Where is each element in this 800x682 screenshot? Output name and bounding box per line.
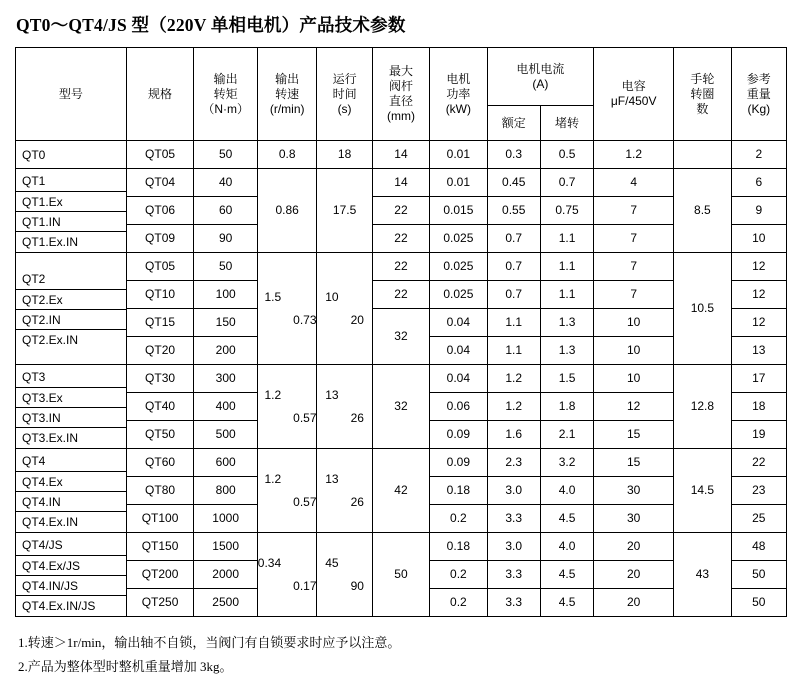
runtime-max: 20 xyxy=(350,312,364,327)
table-body xyxy=(16,141,787,617)
model-name: QT2.Ex xyxy=(16,289,126,309)
current-rated-value: 3.3 xyxy=(487,505,540,533)
capacitor-value: 10 xyxy=(594,337,674,365)
model-name: QT3 xyxy=(22,369,46,384)
motor-power-value: 0.04 xyxy=(430,309,487,337)
torque-value: 150 xyxy=(194,309,258,337)
current-stall-value: 0.7 xyxy=(540,169,593,197)
motor-power-value: 0.025 xyxy=(430,253,487,281)
current-rated-value: 1.6 xyxy=(487,421,540,449)
model-name: QT3.Ex.IN xyxy=(16,427,126,447)
weight-value: 12 xyxy=(731,309,786,337)
torque-value: 800 xyxy=(194,477,258,505)
handwheel-turns-value xyxy=(674,141,731,169)
spec-value: QT05 xyxy=(126,141,194,169)
spec-value: QT200 xyxy=(126,561,194,589)
speed-value: 0.8 xyxy=(257,141,316,169)
spec-value: QT20 xyxy=(126,337,194,365)
current-stall-value: 0.5 xyxy=(540,141,593,169)
current-rated-value: 0.7 xyxy=(487,281,540,309)
motor-power-value: 0.01 xyxy=(430,141,487,169)
model-name: QT4.IN xyxy=(16,491,126,511)
weight-value: 18 xyxy=(731,393,786,421)
weight-value: 23 xyxy=(731,477,786,505)
model-name: QT4.Ex/JS xyxy=(16,555,126,575)
header-stem-diameter: 最大 阀杆 直径 (mm) xyxy=(372,48,429,141)
note-1: 1.转速＞1r/min，输出轴不自锁，当阀门有自锁要求时应予以注意。 xyxy=(18,635,401,650)
current-rated-value: 1.1 xyxy=(487,337,540,365)
weight-value: 13 xyxy=(731,337,786,365)
runtime-value: 17.5 xyxy=(317,169,372,253)
current-rated-value: 0.3 xyxy=(487,141,540,169)
runtime-value xyxy=(317,253,372,365)
motor-power-value: 0.025 xyxy=(430,225,487,253)
stem-diameter-value: 14 xyxy=(372,169,429,197)
stem-diameter-value: 32 xyxy=(372,365,429,449)
stem-diameter-value: 50 xyxy=(372,533,429,617)
speed-value xyxy=(257,365,316,449)
handwheel-turns-value: 14.5 xyxy=(674,449,731,533)
page-title: QT0～QT4/JS 型（220V 单相电机）产品技术参数 xyxy=(16,15,406,35)
motor-power-value: 0.015 xyxy=(430,197,487,225)
weight-value: 12 xyxy=(731,281,786,309)
current-stall-value: 2.1 xyxy=(540,421,593,449)
capacitor-value: 30 xyxy=(594,477,674,505)
speed-max: 1.5 xyxy=(264,289,282,304)
current-rated-value: 1.1 xyxy=(487,309,540,337)
weight-value: 2 xyxy=(731,141,786,169)
current-rated-value: 0.7 xyxy=(487,225,540,253)
torque-value: 1000 xyxy=(194,505,258,533)
header-motor-current-group: 电机电流 (A) xyxy=(487,48,594,106)
capacitor-value: 15 xyxy=(594,421,674,449)
current-stall-value: 4.5 xyxy=(540,561,593,589)
capacitor-value: 20 xyxy=(594,589,674,617)
capacitor-value: 10 xyxy=(594,309,674,337)
spec-value: QT250 xyxy=(126,589,194,617)
speed-max: 0.34 xyxy=(257,555,282,570)
spec-value: QT10 xyxy=(126,281,194,309)
header-current-rated: 额定 xyxy=(487,106,540,141)
model-cell xyxy=(16,449,127,533)
capacitor-value: 7 xyxy=(594,253,674,281)
table-row xyxy=(16,365,787,393)
specifications-table xyxy=(15,47,787,617)
motor-power-value: 0.2 xyxy=(430,561,487,589)
torque-value: 200 xyxy=(194,337,258,365)
speed-value: 0.86 xyxy=(257,169,316,253)
capacitor-value: 12 xyxy=(594,393,674,421)
speed-min: 0.57 xyxy=(293,410,317,425)
capacitor-value: 7 xyxy=(594,225,674,253)
runtime-min: 13 xyxy=(325,387,339,402)
current-rated-value: 1.2 xyxy=(487,393,540,421)
current-stall-value: 4.5 xyxy=(540,505,593,533)
capacitor-value: 1.2 xyxy=(594,141,674,169)
capacitor-value: 15 xyxy=(594,449,674,477)
current-rated-value: 0.45 xyxy=(487,169,540,197)
spec-value: QT80 xyxy=(126,477,194,505)
header-motor-power: 电机 功率 (kW) xyxy=(430,48,487,141)
torque-value: 500 xyxy=(194,421,258,449)
spec-value: QT05 xyxy=(126,253,194,281)
model-name: QT2.IN xyxy=(16,309,126,329)
motor-power-value: 0.06 xyxy=(430,393,487,421)
capacitor-value: 7 xyxy=(594,281,674,309)
current-stall-value: 0.75 xyxy=(540,197,593,225)
header-capacitor: 电容 μF/450V xyxy=(594,48,674,141)
spec-value: QT04 xyxy=(126,169,194,197)
stem-diameter-value: 14 xyxy=(372,141,429,169)
current-rated-value: 0.55 xyxy=(487,197,540,225)
current-rated-value: 1.2 xyxy=(487,365,540,393)
model-name: QT3.IN xyxy=(16,407,126,427)
motor-power-value: 0.2 xyxy=(430,505,487,533)
weight-value: 50 xyxy=(731,589,786,617)
model-name: QT1.Ex xyxy=(16,191,126,211)
torque-value: 2000 xyxy=(194,561,258,589)
header-output-speed: 输出 转速 (r/min) xyxy=(257,48,316,141)
model-name: QT4 xyxy=(22,453,46,468)
notes-block xyxy=(18,631,786,679)
motor-power-value: 0.04 xyxy=(430,365,487,393)
runtime-max: 90 xyxy=(350,578,364,593)
runtime-max: 26 xyxy=(350,494,364,509)
spec-value: QT15 xyxy=(126,309,194,337)
stem-diameter-value: 22 xyxy=(372,225,429,253)
stem-diameter-value: 22 xyxy=(372,253,429,281)
model-cell xyxy=(16,533,127,617)
stem-diameter-value: 32 xyxy=(372,309,429,365)
current-stall-value: 3.2 xyxy=(540,449,593,477)
current-stall-value: 1.5 xyxy=(540,365,593,393)
model-cell xyxy=(16,169,127,253)
runtime-min: 10 xyxy=(325,289,339,304)
header-output-torque: 输出 转矩 （N·m） xyxy=(194,48,258,141)
torque-value: 1500 xyxy=(194,533,258,561)
torque-value: 100 xyxy=(194,281,258,309)
motor-power-value: 0.04 xyxy=(430,337,487,365)
header-current-stall: 堵转 xyxy=(540,106,593,141)
table-row xyxy=(16,141,787,169)
spec-value: QT06 xyxy=(126,197,194,225)
spec-value: QT40 xyxy=(126,393,194,421)
model-cell xyxy=(16,365,127,449)
table-row xyxy=(16,281,787,309)
weight-value: 19 xyxy=(731,421,786,449)
stem-diameter-value: 42 xyxy=(372,449,429,533)
handwheel-turns-value: 8.5 xyxy=(674,169,731,253)
motor-power-value: 0.01 xyxy=(430,169,487,197)
handwheel-turns-value: 43 xyxy=(674,533,731,617)
runtime-max: 26 xyxy=(350,410,364,425)
current-stall-value: 1.1 xyxy=(540,281,593,309)
weight-value: 50 xyxy=(731,561,786,589)
header-weight: 参考 重量 (Kg) xyxy=(731,48,786,141)
capacitor-value: 20 xyxy=(594,533,674,561)
model-name: QT1.IN xyxy=(16,211,126,231)
model-name: QT2 xyxy=(22,271,46,286)
current-stall-value: 1.1 xyxy=(540,253,593,281)
handwheel-turns-value: 12.8 xyxy=(674,365,731,449)
runtime-min: 45 xyxy=(325,555,339,570)
motor-power-value: 0.18 xyxy=(430,533,487,561)
capacitor-value: 4 xyxy=(594,169,674,197)
weight-value: 9 xyxy=(731,197,786,225)
current-stall-value: 1.1 xyxy=(540,225,593,253)
speed-max: 1.2 xyxy=(264,471,282,486)
model-name: QT1.Ex.IN xyxy=(16,231,126,251)
stem-diameter-value: 22 xyxy=(372,281,429,309)
runtime-value xyxy=(317,533,372,617)
torque-value: 400 xyxy=(194,393,258,421)
torque-value: 300 xyxy=(194,365,258,393)
speed-min: 0.17 xyxy=(293,578,317,593)
capacitor-value: 7 xyxy=(594,197,674,225)
weight-value: 22 xyxy=(731,449,786,477)
model-name: QT2.Ex.IN xyxy=(16,329,126,349)
motor-power-value: 0.2 xyxy=(430,589,487,617)
current-stall-value: 4.5 xyxy=(540,589,593,617)
spec-value: QT50 xyxy=(126,421,194,449)
table-row xyxy=(16,169,787,197)
spec-value: QT30 xyxy=(126,365,194,393)
model-cell xyxy=(16,253,127,365)
table-row xyxy=(16,225,787,253)
runtime-min: 13 xyxy=(325,471,339,486)
torque-value: 90 xyxy=(194,225,258,253)
current-stall-value: 1.3 xyxy=(540,309,593,337)
current-rated-value: 3.0 xyxy=(487,477,540,505)
model-name: QT4.Ex.IN/JS xyxy=(16,595,126,615)
weight-value: 17 xyxy=(731,365,786,393)
torque-value: 600 xyxy=(194,449,258,477)
current-rated-value: 3.3 xyxy=(487,561,540,589)
motor-power-value: 0.025 xyxy=(430,281,487,309)
speed-min: 0.73 xyxy=(293,312,317,327)
capacitor-value: 10 xyxy=(594,365,674,393)
capacitor-value: 20 xyxy=(594,561,674,589)
motor-power-value: 0.09 xyxy=(430,449,487,477)
spec-value: QT150 xyxy=(126,533,194,561)
header-model: 型号 xyxy=(16,48,127,141)
table-row xyxy=(16,533,787,561)
note-2: 2.产品为整体型时整机重量增加 3kg。 xyxy=(18,659,233,675)
model-cell xyxy=(16,141,127,169)
weight-value: 10 xyxy=(731,225,786,253)
model-name: QT4.Ex.IN xyxy=(16,511,126,531)
torque-value: 60 xyxy=(194,197,258,225)
current-stall-value: 4.0 xyxy=(540,477,593,505)
header-spec: 规格 xyxy=(126,48,194,141)
spec-value: QT100 xyxy=(126,505,194,533)
spec-value: QT60 xyxy=(126,449,194,477)
torque-value: 2500 xyxy=(194,589,258,617)
current-stall-value: 1.8 xyxy=(540,393,593,421)
handwheel-turns-value: 10.5 xyxy=(674,253,731,365)
table-row xyxy=(16,309,787,337)
table-row xyxy=(16,449,787,477)
spec-value: QT09 xyxy=(126,225,194,253)
motor-power-value: 0.09 xyxy=(430,421,487,449)
torque-value: 50 xyxy=(194,253,258,281)
runtime-value: 18 xyxy=(317,141,372,169)
table-row xyxy=(16,197,787,225)
current-rated-value: 3.0 xyxy=(487,533,540,561)
model-name: QT3.Ex xyxy=(16,387,126,407)
model-name: QT4/JS xyxy=(22,537,63,552)
speed-min: 0.57 xyxy=(293,494,317,509)
runtime-value xyxy=(317,449,372,533)
model-name: QT0 xyxy=(22,147,46,162)
header-runtime: 运行 时间 (s) xyxy=(317,48,372,141)
weight-value: 25 xyxy=(731,505,786,533)
speed-value xyxy=(257,253,316,365)
weight-value: 12 xyxy=(731,253,786,281)
model-name: QT4.Ex xyxy=(16,471,126,491)
current-stall-value: 1.3 xyxy=(540,337,593,365)
speed-value xyxy=(257,449,316,533)
speed-max: 1.2 xyxy=(264,387,282,402)
capacitor-value: 30 xyxy=(594,505,674,533)
torque-value: 50 xyxy=(194,141,258,169)
current-rated-value: 3.3 xyxy=(487,589,540,617)
stem-diameter-value: 22 xyxy=(372,197,429,225)
model-name: QT4.IN/JS xyxy=(16,575,126,595)
current-rated-value: 0.7 xyxy=(487,253,540,281)
current-rated-value: 2.3 xyxy=(487,449,540,477)
runtime-value xyxy=(317,365,372,449)
header-handwheel-turns: 手轮 转圈 数 xyxy=(674,48,731,141)
speed-value xyxy=(257,533,316,617)
weight-value: 48 xyxy=(731,533,786,561)
torque-value: 40 xyxy=(194,169,258,197)
table-header xyxy=(16,48,787,141)
model-name: QT1 xyxy=(22,173,46,188)
weight-value: 6 xyxy=(731,169,786,197)
table-row xyxy=(16,253,787,281)
current-stall-value: 4.0 xyxy=(540,533,593,561)
motor-power-value: 0.18 xyxy=(430,477,487,505)
